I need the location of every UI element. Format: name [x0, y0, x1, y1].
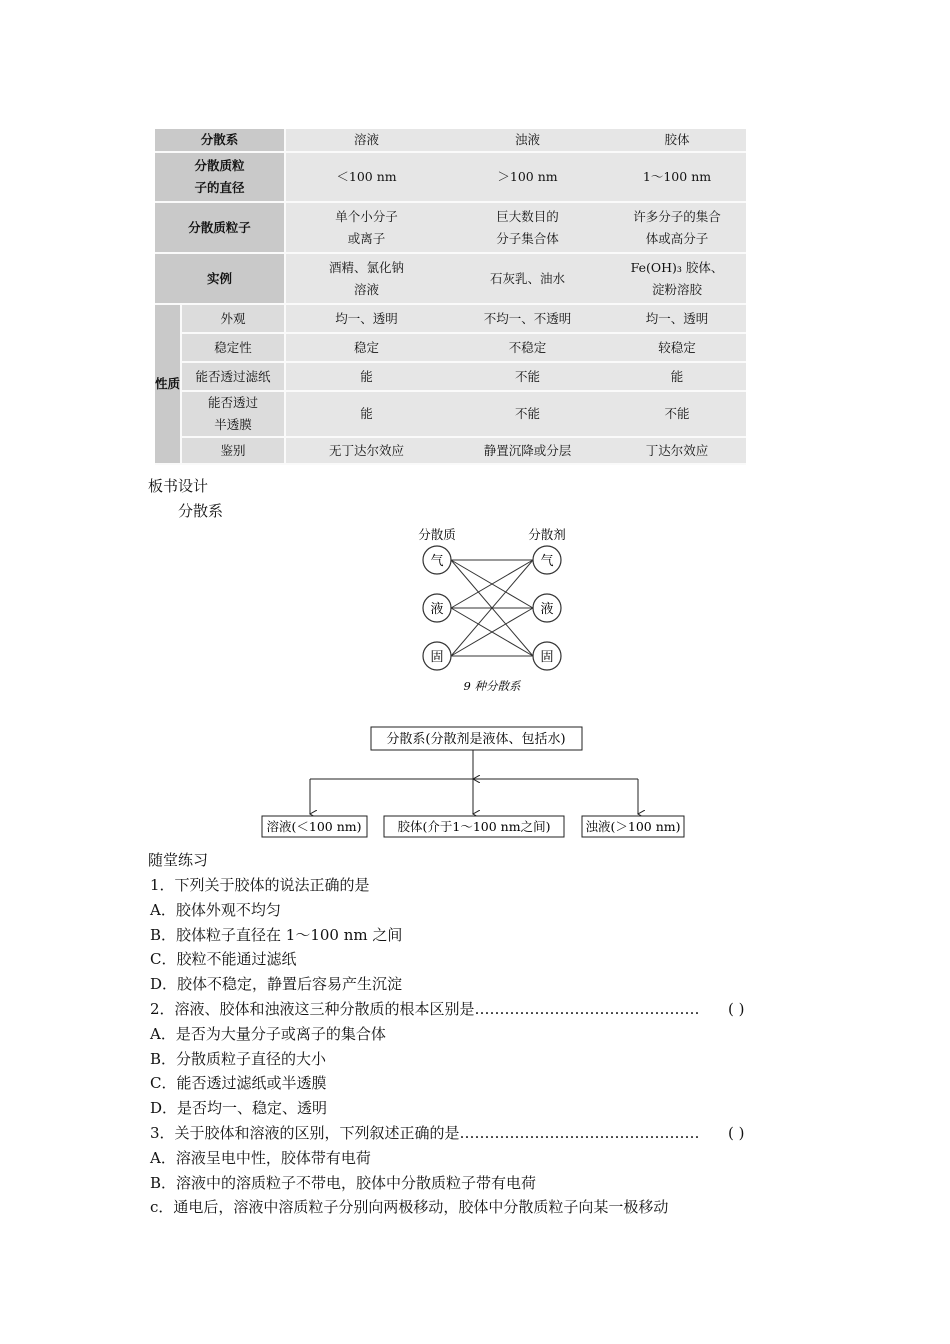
option-text: A．溶液呈电中性，胶体带有电荷	[150, 1149, 371, 1167]
table-cell: 不均一、不透明	[447, 304, 608, 333]
table-cell: 静置沉降或分层	[447, 437, 608, 464]
option-text: D．胶体不稳定，静置后容易产生沉淀	[150, 975, 403, 993]
connection-lines	[451, 560, 533, 656]
answer-paren: ( )	[728, 1000, 745, 1018]
table-cell: ＞100 nm	[447, 152, 608, 202]
root-label: 分散系(分散剂是液体、包括水)	[386, 732, 566, 747]
table-row	[155, 253, 746, 304]
table-cell: Fe(OH)₃ 胶体、 淀粉溶胶	[608, 253, 746, 304]
table-cell: 丁达尔效应	[608, 437, 746, 464]
option-text: A．是否为大量分子或离子的集合体	[150, 1025, 386, 1043]
table-row	[155, 362, 746, 391]
table-cell: 不能	[447, 391, 608, 437]
table-cell: 较稳定	[608, 333, 746, 362]
node-label: 固	[540, 650, 554, 665]
table-cell: 1～100 nm	[608, 152, 746, 202]
node-label: 液	[430, 602, 444, 617]
diagram-caption: 9 种分散系	[463, 679, 521, 693]
row-label: 分散质粒子	[155, 202, 285, 253]
table-cell: ＜100 nm	[285, 152, 447, 202]
table-cell: 稳定	[285, 333, 447, 362]
option-text: c．通电后，溶液中溶质粒子分别向两极移动，胶体中分散质粒子向某一极移动	[150, 1198, 669, 1216]
table-cell: 酒精、氯化钠 溶液	[285, 253, 447, 304]
header-cell: 胶体	[608, 129, 746, 152]
table-cell: 单个小分子 或离子	[285, 202, 447, 253]
dispersion-comparison-table	[155, 129, 746, 465]
row-label: 分散质粒 子的直径	[155, 152, 285, 202]
row-label: 能否透过滤纸	[181, 362, 285, 391]
row-label: 能否透过 半透膜	[181, 391, 285, 437]
table-cell: 石灰乳、油水	[447, 253, 608, 304]
table-header-row	[155, 129, 746, 152]
table-cell: 无丁达尔效应	[285, 437, 447, 464]
option-text: C．能否透过滤纸或半透膜	[150, 1074, 327, 1092]
option-text: D．是否均一、稳定、透明	[150, 1099, 328, 1117]
answer-paren: ( )	[728, 1124, 745, 1142]
table-row	[155, 391, 746, 437]
board-subtitle: 分散系	[178, 502, 224, 520]
classification-tree	[255, 722, 695, 842]
header-cell: 分散系	[155, 129, 285, 152]
section-heading-board: 板书设计	[148, 477, 209, 495]
right-header: 分散剂	[528, 527, 566, 542]
dispersion-diagram	[400, 522, 580, 700]
table-cell: 均一、透明	[608, 304, 746, 333]
table-row	[155, 152, 746, 202]
table-cell: 能	[285, 391, 447, 437]
node-label: 气	[540, 554, 554, 569]
table-row	[155, 304, 746, 333]
property-group-label: 性质	[155, 304, 181, 464]
row-label: 鉴别	[181, 437, 285, 464]
table-cell: 不能	[447, 362, 608, 391]
table-cell: 不能	[608, 391, 746, 437]
option-text: B．胶体粒子直径在 1～100 nm 之间	[150, 926, 403, 944]
table-cell: 均一、透明	[285, 304, 447, 333]
table-cell: 巨大数目的 分子集合体	[447, 202, 608, 253]
row-label: 稳定性	[181, 333, 285, 362]
question-stem: 2．溶液、胶体和浊液这三种分散质的根本区别是………………………………………	[150, 1000, 700, 1018]
node-label: 固	[430, 650, 444, 665]
child-label: 溶液(＜100 nm)	[266, 819, 362, 834]
child-label: 浊液(＞100 nm)	[585, 819, 681, 834]
header-cell: 溶液	[285, 129, 447, 152]
header-cell: 浊液	[447, 129, 608, 152]
node-label: 气	[430, 554, 444, 569]
row-label: 外观	[181, 304, 285, 333]
child-label: 胶体(介于1～100 nm之间)	[397, 819, 551, 834]
table-row	[155, 437, 746, 464]
question-stem: 1．下列关于胶体的说法正确的是	[150, 876, 370, 894]
option-text: B．分散质粒子直径的大小	[150, 1050, 327, 1068]
option-text: A．胶体外观不均匀	[150, 901, 281, 919]
table-cell: 能	[285, 362, 447, 391]
option-text: C．胶粒不能通过滤纸	[150, 950, 297, 968]
row-label: 实例	[155, 253, 285, 304]
left-header: 分散质	[418, 527, 456, 542]
table-row	[155, 202, 746, 253]
section-heading-practice: 随堂练习	[148, 851, 209, 869]
table-row	[155, 333, 746, 362]
node-label: 液	[540, 602, 554, 617]
option-text: B．溶液中的溶质粒子不带电，胶体中分散质粒子带有电荷	[150, 1174, 537, 1192]
table-cell: 能	[608, 362, 746, 391]
table-cell: 不稳定	[447, 333, 608, 362]
table-cell: 许多分子的集合 体或高分子	[608, 202, 746, 253]
question-stem: 3．关于胶体和溶液的区别，下列叙述正确的是…………………………………………	[150, 1124, 700, 1142]
